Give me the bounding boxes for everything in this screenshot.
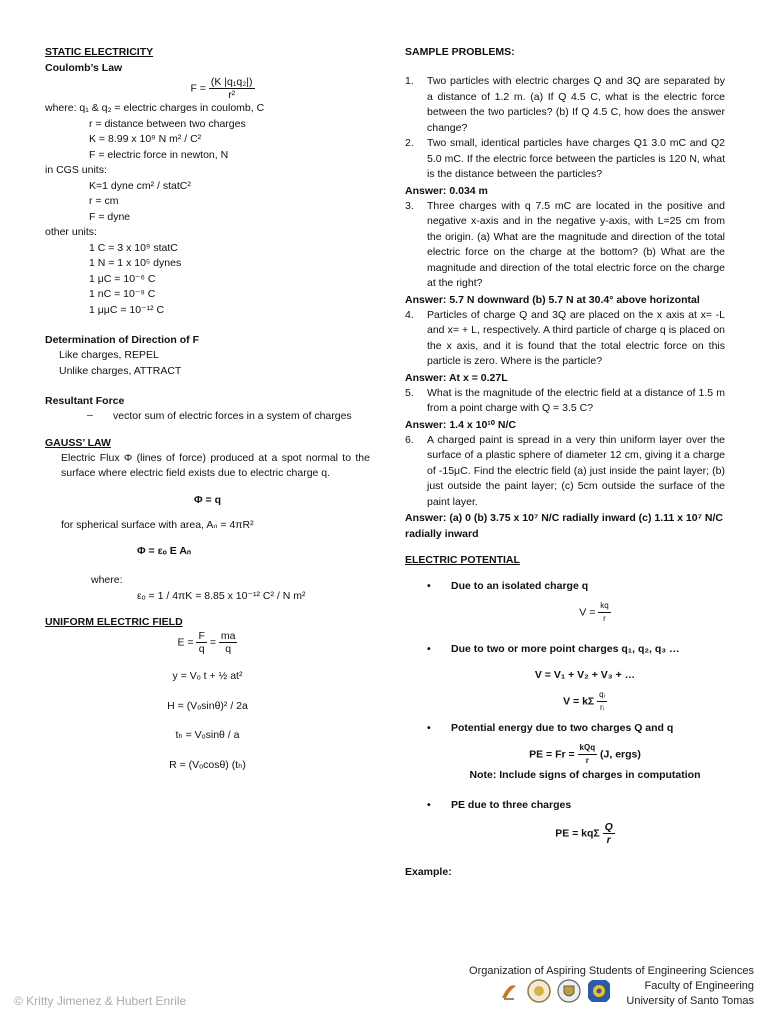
sample-problems-title: SAMPLE PROBLEMS: [405,46,515,58]
def-item: r = distance between two charges [89,117,246,130]
fraction [219,630,238,655]
coulomb-heading: Coulomb’s Law [45,62,123,74]
fraction-numerator: kQq [578,742,598,755]
gauss-eq2: Φ = εₒ E Aₙ [137,545,192,557]
formula-lhs: F = [190,82,206,95]
formula-lhs: PE = Fr = [529,748,575,761]
fraction-numerator: qᵢ [597,689,607,702]
gauss-text: Electric Flux Φ (lines of force) produced at a spot normal to the surface where electric field exists due to electric charge q. [61,451,370,479]
fraction [598,600,610,625]
fraction-denominator: r [585,756,589,765]
bullet-icon: • [427,799,431,811]
formula-lhs: E = [177,636,194,649]
fraction [597,689,607,714]
formula-lhs: V = kΣ [563,695,595,708]
bullet-text: Due to an isolated charge q [451,580,589,592]
fraction-denominator: rᵢ [600,703,604,712]
problem-text: Particles of charge Q and 3Q are placed on the x axis at x= -L and x= + L, respectively. A third particle of charge q is placed on the x axis, and it is found that the total electric force on this particle is zero. Where is the particle? [427,308,725,367]
potential-eq-3 [405,689,725,714]
problem-text: Three charges with q 7.5 mC are located in the positive and negative x-axis and in the negative y-axis, with L=25 cm from the origin. (a) What are the magnitude and direction of the total electric force on the charge at the bottom? (b) What are the magnitude and direction of the total electric force on the charge at the right? [427,199,725,289]
fraction-denominator: q [198,643,205,655]
pe-note: Note: Include signs of charges in computation [469,769,701,781]
unit-item: 1 nC = 10⁻⁹ C [89,288,156,300]
pe-eq-2 [405,821,725,846]
formula-lhs: V = [579,606,596,619]
org-line: University of Santo Tomas [626,995,754,1007]
fraction-denominator: r [606,834,611,846]
left-column [45,44,370,773]
problem-number: 5. [405,386,414,399]
fraction [578,742,598,767]
problem-item [405,199,725,292]
problem-text: Two small, identical particles have charges Q1 3.0 mC and Q2 5.0 mC. If the electric force between the particles is 120 N, what is the distance between the particles? [427,137,725,180]
resultant-text: vector sum of electric forces in a system of charges [113,410,352,422]
fraction-numerator: kq [598,600,610,613]
bullet-item [405,720,725,736]
org-line: Organization of Aspiring Students of Engineering Sciences [469,965,754,977]
uniform-eq: tₕ = Vₒsinθ / a [175,729,240,741]
section-title-static-electricity: STATIC ELECTRICITY [45,46,154,58]
where-line: where: q₁ & q₂ = electric charges in coulomb, C [45,102,265,114]
def-item: F = electric force in newton, N [89,148,229,161]
fraction-numerator: ma [220,630,236,642]
unit-item: 1 N = 1 x 10⁵ dynes [89,257,182,269]
gauss-heading: GAUSS’ LAW [45,436,111,449]
gauss-spherical: for spherical surface with area, Aₙ = 4πR² [61,518,254,531]
equals-sign: = [209,636,216,649]
uniform-field-heading: UNIFORM ELECTRIC FIELD [45,616,183,628]
bullet-text: Potential energy due to two charges Q and q [451,722,674,734]
other-units-label: other units: [45,226,97,238]
problem-item [405,136,725,183]
coulomb-fraction [209,76,255,101]
answer: Answer: 0.034 m [405,184,488,197]
cgs-item: K=1 dyne cm² / statC² [89,179,191,192]
gauss-where: where: [91,574,123,586]
answer: Answer: 5.7 N downward (b) 5.7 N at 30.4° above horizontal [405,293,700,306]
bullet-item [405,641,725,657]
answer: Answer: (a) 0 (b) 3.75 x 10⁷ N/C radially inward (c) 1.11 x 10⁷ N/C radially inward [405,512,723,540]
direction-item: Like charges, REPEL [59,349,159,361]
cgs-item: r = cm [89,195,119,207]
bullet-item [405,578,725,594]
unit-item: 1 μC = 10⁻⁶ C [89,272,156,285]
bullet-icon: • [427,722,431,734]
direction-item: Unlike charges, ATTRACT [59,364,182,377]
pe-eq-1 [405,742,725,767]
organization-block [469,964,754,1009]
answer: Answer: 1.4 x 10¹⁰ N/C [405,418,516,431]
answer: Answer: At x = 0.27L [405,371,508,384]
problem-number: 6. [405,433,414,446]
problem-text: Two particles with electric charges Q and 3Q are separated by a distance of 1.2 m. (a) If Q 4.5 C, what is the electric force between the two particles? (b) If Q 4.5 C, how does the answer change? [427,75,725,134]
right-column [405,44,725,880]
fraction-denominator: r [603,614,606,623]
copyright: © Kritty Jimenez & Hubert Enrile [14,994,187,1008]
problem-item [405,74,725,136]
problem-text: A charged paint is spread in a very thin uniform layer over the surface of a plastic sphere of diameter 12 cm, giving it a charge of -15μC. Find the electric field (a) just inside the paint layer; (b) just outside the paint layer; (c) 5cm outside the surface of the paint layer. [427,433,725,508]
fraction-numerator: Q [604,821,613,833]
resultant-heading: Resultant Force [45,395,125,407]
problem-number: 1. [405,75,414,87]
formula-lhs: PE = kqΣ [555,827,600,840]
cgs-item: F = dyne [89,210,131,223]
problem-item [405,308,725,370]
bullet-icon: • [427,580,431,592]
coulomb-formula [45,76,370,101]
potential-eq-1 [405,600,725,625]
uniform-eq: R = (Vₒcosθ) (tₕ) [169,758,246,771]
problem-number: 2. [405,137,414,149]
gauss-eq1: Φ = q [194,493,221,506]
bullet-icon: • [427,643,431,655]
electric-potential-heading: ELECTRIC POTENTIAL [405,554,520,566]
bullet-item [405,797,725,813]
problem-number: 4. [405,308,414,321]
unit-item: 1 μμC = 10⁻¹² C [89,303,165,316]
problem-number: 3. [405,199,414,212]
fraction-denominator: q [225,643,232,655]
units: (J, ergs) [600,748,641,761]
dash-bullet: – [87,409,93,421]
uniform-E-formula [45,630,370,655]
org-line: Faculty of Engineering [644,980,754,992]
problem-item [405,386,725,417]
def-item: K = 8.99 x 10⁹ N m² / C² [89,133,202,145]
direction-heading: Determination of Direction of F [45,334,200,346]
fraction-denominator: r² [228,89,236,101]
fraction [603,821,615,846]
uniform-eq: y = Vₒ t + ½ at² [172,670,243,682]
example-label: Example: [405,866,452,878]
cgs-label: in CGS units: [45,164,107,176]
bullet-text: Due to two or more point charges q₁, q₂, q₃ … [451,643,680,655]
fraction-numerator: (K |q₁q₂|) [210,76,253,88]
problem-text: What is the magnitude of the electric field at a distance of 1.5 m from a point charge with Q = 3.5 C? [427,386,725,414]
gauss-epsilon: εₒ = 1 / 4πK = 8.85 x 10⁻¹² C² / N m² [137,589,306,602]
bullet-text: PE due to three charges [451,799,572,811]
fraction [196,630,206,655]
problem-item [405,433,725,511]
uniform-eq: H = (Vₒsinθ)² / 2a [167,699,248,712]
unit-item: 1 C = 3 x 10⁹ statC [89,241,178,254]
resultant-def [45,409,370,425]
potential-eq-2: V = V₁ + V₂ + V₃ + … [534,669,636,681]
fraction-numerator: F [198,630,205,642]
